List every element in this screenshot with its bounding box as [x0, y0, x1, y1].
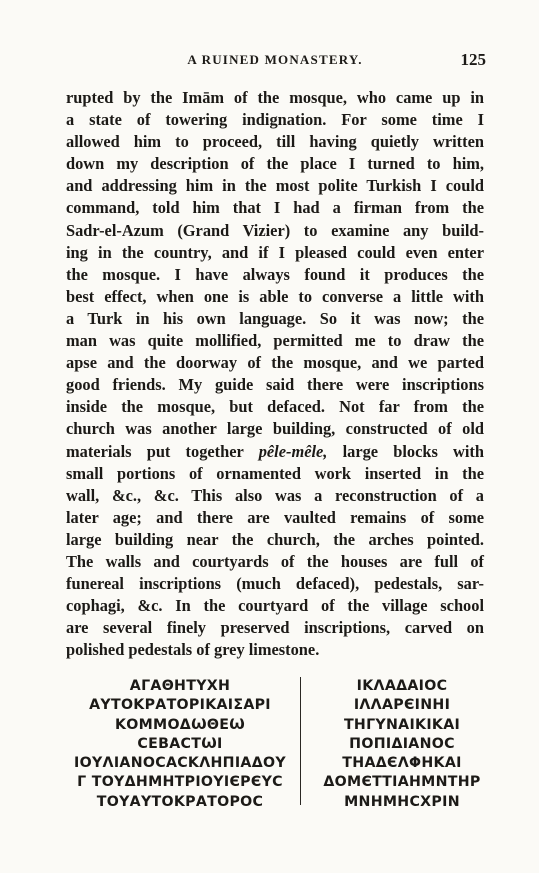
text-line: wall, &c., &c. This also was a reconstruction of a [66, 485, 484, 505]
text-line-mixed [66, 441, 484, 463]
inscription-line: ΚΟΜΜΟΔѠΘΕѠ [114, 716, 246, 733]
text-line: command, told him that I had a firman from the [66, 198, 484, 218]
text-line: The walls and courtyards of the houses are full of [66, 551, 484, 571]
text-line: down my description of the place I turned to him, [66, 154, 484, 174]
inscription-line: ΑΓΑΘΗΤΥΧΗ [129, 678, 231, 694]
text-line: Sadr-el-Azum (Grand Vizier) to examine any build- [66, 220, 484, 240]
text-line: inside the mosque, but defaced. Not far from the [66, 397, 484, 417]
text-line: best effect, when one is able to converse a little with [66, 286, 484, 306]
text-line: rupted by the Imām of the mosque, who came up in [66, 88, 484, 107]
text-line: funereal inscriptions (much defaced), pedestals, sar- [66, 574, 484, 594]
text-line: later age; and there are vaulted remains of some [66, 507, 484, 527]
text-line: small portions of ornamented work inserted in the [66, 463, 484, 483]
inscription-line: Γ ΤΟΥΔΗΜΗΤΡΙΟΥΙЄΡЄΥC [77, 774, 283, 791]
text-line: church was another large building, constructed of old [66, 419, 484, 439]
text-line: ing in the country, and if I pleased could even enter [66, 242, 484, 262]
inscription-right-column [310, 677, 494, 812]
text-line: a state of towering indignation. For some time I [66, 110, 484, 130]
running-title: A RUINED MONASTERY. [187, 52, 363, 67]
running-head [64, 52, 486, 72]
text-line: good friends. My guide said there were inscriptions [66, 375, 484, 395]
inscription-line: ΑΥΤΟΚΡΑΤΟΡΙΚΑΙΣΑΡΙ [89, 697, 271, 714]
text-line: a Turk in his own language. So it was now; the [66, 308, 484, 328]
text-line: large building near the church, the arches pointed. [66, 529, 484, 549]
inscription-divider [300, 677, 301, 805]
text-line: apse and the doorway of the mosque, and we parted [66, 353, 484, 373]
inscription-line: ΙΚΛΑΔΑΙΟC [356, 678, 448, 694]
inscription-line: ΜΝΗΜΗCΧΡΙΝ [344, 793, 460, 810]
inscription-line: ΤΗΑΔЄΛΦΗΚΑΙ [342, 755, 462, 772]
inscription-line: ΙΛΛΑΡЄΙΝΗΙ [353, 697, 451, 714]
text-line: cophagi, &c. In the courtyard of the village school [66, 596, 484, 616]
inscription-line: CEBACTѠI [137, 735, 223, 752]
text-line: man was quite mollified, permitted me to draw the [66, 331, 484, 351]
text-segment: materials put together [66, 441, 244, 461]
inscription-line: ΔΟΜЄΤΤΙΑΗΜΝΤΗΡ [323, 774, 481, 791]
inscription-line: ΤΟΥΑΥΤΟΚΡΑΤΟΡΟC [96, 793, 264, 810]
text-line: and addressing him in the most polite Turkish I could [66, 176, 484, 196]
text-line: are several finely preserved inscriptions, carved on [66, 618, 484, 638]
inscription-left-column [54, 677, 306, 812]
greek-inscription [54, 677, 494, 810]
text-line: the mosque. I have always found it produces the [66, 264, 484, 284]
inscription-line: ΠΟΠΙΔΙΑΝΟC [349, 735, 455, 752]
text-line: polished pedestals of grey limestone. [66, 640, 320, 660]
inscription-line: ΤΗΓΥΝΑΙΚΙΚΑΙ [343, 716, 461, 733]
italic-phrase: pêle-mêle, [258, 441, 328, 461]
text-segment: large blocks with [342, 441, 484, 461]
page-number: 125 [460, 50, 486, 69]
body-text [66, 87, 484, 661]
text-line: allowed him to proceed, till having quietly written [66, 132, 484, 152]
inscription-line: ΙΟΥΛΙΑΝΟCACΚΛΗΠΙΑΔΟΥ [74, 755, 286, 772]
